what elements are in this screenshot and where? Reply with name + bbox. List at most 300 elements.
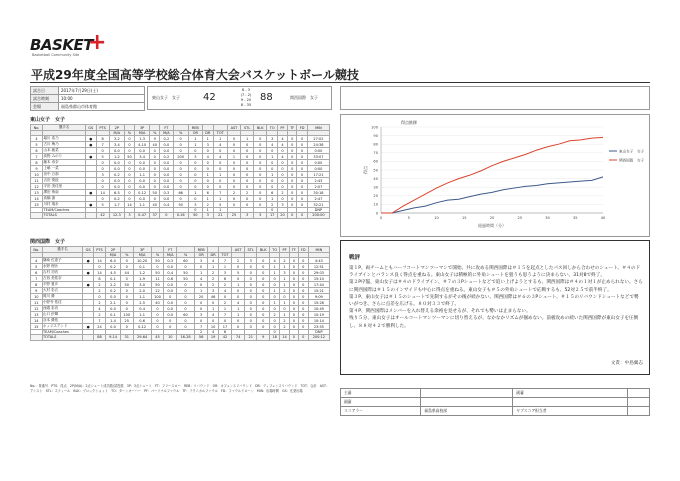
stat-cell: ● — [85, 154, 96, 160]
stat-cell: 3 — [241, 213, 254, 218]
player-name: TEAM/Coaches — [43, 208, 86, 213]
stat-cell: 0-4 — [133, 306, 151, 312]
stat-cell: 24 — [93, 324, 106, 330]
stat-cell: 10 — [208, 324, 219, 330]
stat-cell: 12-3 — [109, 213, 124, 218]
stat-cell: 0 — [245, 306, 257, 312]
stat-cell: 0 — [270, 330, 280, 335]
stat-cell: 11 — [31, 300, 43, 306]
stat-cell: 0 — [120, 324, 133, 330]
stat-cell: 20 — [195, 294, 208, 300]
stat-cell: 9-14 — [106, 335, 121, 340]
stat-cell: 8 — [31, 282, 43, 288]
stat-cell: 0 — [150, 166, 160, 172]
stat-cell: 1-1 — [134, 202, 149, 208]
stats-header-cell: 2P — [109, 125, 124, 131]
stat-cell: 60 — [177, 258, 195, 264]
commentary-paragraph: 第２P序盤、東山女子は＃４のドライブイン、＃７の３Pシュートなどで追い上げようとするも、関西国際は＃４の１対１が止められない。さらに関西国際は＃１５のインサイドも中心に得点を重ねる。東山女子も＃５の外角シュートで応戦するも、52対２５で前半終了。 — [349, 280, 643, 293]
stats-header-cell: PF — [280, 247, 290, 253]
referee-box — [340, 86, 650, 110]
stat-cell: 0 — [202, 160, 213, 166]
stat-cell: 0-0 — [106, 294, 121, 300]
stat-cell: 0-1 — [106, 276, 121, 282]
stat-cell: 4 — [278, 142, 288, 148]
stat-cell: 2-1 — [106, 300, 121, 306]
stat-cell: 0 — [298, 300, 308, 306]
player-name: 平田 美佳里 — [43, 184, 86, 190]
stats-header-cell: REB — [188, 125, 202, 131]
stat-cell: 0 — [227, 166, 241, 172]
stat-cell: 27:02 — [307, 136, 329, 142]
stat-cell: 0 — [241, 154, 254, 160]
stat-cell: 0 — [241, 184, 254, 190]
player-row — [31, 213, 330, 218]
stat-cell: 0 — [257, 318, 270, 324]
stat-cell: 31 — [120, 335, 133, 340]
stat-cell: 2 — [270, 312, 280, 318]
stat-cell: 0 — [173, 142, 188, 148]
stat-cell: 0 — [287, 148, 296, 154]
game-info-table — [30, 86, 145, 111]
stat-cell: 42 — [218, 335, 231, 340]
stat-cell: 0 — [202, 178, 213, 184]
stats-subheader-cell: M/A — [133, 253, 151, 258]
y-tick-label: 70 — [373, 151, 378, 156]
stat-cell: 0 — [213, 148, 227, 154]
x-tick-label: 25 — [517, 216, 523, 220]
stat-cell: 40 — [150, 202, 160, 208]
team-a-label: 東山女子 女子 — [30, 117, 66, 123]
player-name: 谷本 優依 — [42, 318, 83, 324]
stat-cell: 21 — [245, 335, 257, 340]
stats-header-cell: TO — [270, 247, 280, 253]
stat-cell: 0 — [232, 264, 245, 270]
stat-cell: 0-1 — [106, 312, 121, 318]
stat-cell: 2 — [93, 300, 106, 306]
stat-cell: 30:18 — [307, 190, 329, 196]
stat-cell: 0 — [298, 312, 308, 318]
stat-cell: 3-4 — [134, 154, 149, 160]
player-name: 上嶋 一菜 — [43, 166, 86, 172]
stat-cell: 7 — [218, 312, 231, 318]
stat-cell: 46 — [208, 294, 219, 300]
stat-cell: 0 — [298, 282, 308, 288]
stat-cell: 0 — [213, 166, 227, 172]
stats-subheader-cell: % — [151, 253, 164, 258]
team-b-score: 88 — [260, 92, 273, 103]
stat-cell: 9 — [31, 166, 43, 172]
stat-cell: 32:21 — [307, 202, 329, 208]
stat-cell: 14 — [31, 196, 43, 202]
info-row — [31, 95, 145, 103]
stat-cell: 0 — [188, 148, 202, 154]
stat-cell: 1 — [270, 264, 280, 270]
stat-cell: 1 — [232, 282, 245, 288]
stat-cell: 50 — [177, 276, 195, 282]
stat-cell: 0 — [257, 312, 270, 318]
player-name: TOTALS — [43, 213, 86, 218]
stat-cell: 3-4 — [109, 142, 124, 148]
stat-cell: 4 — [213, 142, 227, 148]
stat-cell: 14 — [93, 258, 106, 264]
stat-cell: 50 — [151, 282, 164, 288]
player-name: 田中 万那 — [43, 172, 86, 178]
stat-cell: 0 — [177, 294, 195, 300]
stat-cell: 0 — [297, 136, 307, 142]
stat-cell: 1 — [280, 300, 290, 306]
stats-header-cell: BLK — [257, 247, 270, 253]
stat-cell: 0 — [150, 172, 160, 178]
stat-cell: 0 — [278, 172, 288, 178]
stat-cell: 0 — [257, 270, 270, 276]
stat-cell: 2 — [218, 282, 231, 288]
stat-cell: 7 — [195, 324, 208, 330]
stat-cell: 0 — [289, 288, 298, 294]
stat-cell: 0 — [218, 294, 231, 300]
stat-cell: 33:07 — [307, 154, 329, 160]
stat-cell: 100 — [120, 312, 133, 318]
series-line-1 — [381, 137, 603, 213]
stat-cell: 0 — [241, 178, 254, 184]
stat-cell: 0 — [96, 178, 109, 184]
stat-cell: 3 — [202, 142, 213, 148]
stat-cell: 0-2 — [106, 264, 121, 270]
x-tick-label: 35 — [572, 216, 578, 220]
stat-cell: 0 — [270, 324, 280, 330]
stat-cell: 0-16 — [173, 213, 188, 218]
period-scores — [236, 88, 256, 108]
stat-cell: 1 — [195, 270, 208, 276]
stat-cell: 12 — [31, 306, 43, 312]
stat-cell: 0 — [278, 160, 288, 166]
stat-cell: 10:14 — [308, 318, 329, 324]
team-a-name: 東山女子 女子 — [152, 95, 180, 100]
officials-row — [341, 389, 650, 398]
stat-cell: 0 — [254, 202, 267, 208]
stats-header-cell: MIN — [307, 125, 329, 131]
chart-svg — [341, 115, 651, 238]
info-key: 試合日 — [31, 87, 59, 95]
stat-cell: 0 — [164, 324, 177, 330]
player-name: 西端 彩音 — [42, 306, 83, 312]
stat-cell: 0 — [164, 318, 177, 324]
player-name: TOTALS — [42, 335, 83, 340]
stat-cell: 0 — [287, 172, 296, 178]
stat-cell: 5 — [31, 142, 43, 148]
stat-cell: 1-1 — [133, 294, 151, 300]
stat-cell: 4 — [232, 300, 245, 306]
site-logo[interactable] — [30, 30, 110, 60]
player-name: 古川 梅乃 — [43, 142, 86, 148]
stat-cell: 0 — [96, 196, 109, 202]
stat-cell: 0 — [241, 148, 254, 154]
stat-cell: 0 — [267, 208, 278, 213]
stat-cell: 0-2 — [106, 288, 121, 294]
player-name: 藤本 寿奈 — [43, 160, 86, 166]
stat-cell: ● — [83, 258, 93, 264]
period-score: 9 - 20 — [240, 98, 252, 102]
stat-cell: 6-5 — [109, 190, 124, 196]
stat-cell: 0 — [120, 276, 133, 282]
stat-cell: 0 — [287, 160, 296, 166]
period-score: 8 - 35 — [240, 103, 252, 107]
stat-cell: 2 — [202, 202, 213, 208]
stat-cell: 4 — [31, 136, 43, 142]
stat-cell: 0 — [254, 148, 267, 154]
stats-subheader-cell: OR — [188, 131, 202, 136]
stat-cell: 0-0 — [160, 178, 173, 184]
stat-cell: 3-0 — [133, 282, 151, 288]
legend-entry: 東山女子 女子 — [619, 149, 645, 154]
stat-cell: 2-2 — [106, 282, 121, 288]
stat-cell: 0 — [241, 196, 254, 202]
score-box — [147, 86, 332, 110]
stat-cell: 0-6 — [164, 276, 177, 282]
stat-cell: 0-0 — [106, 324, 121, 330]
player-name: 篠崎 佐恵子 — [42, 258, 83, 264]
stat-cell: 0 — [257, 294, 270, 300]
stat-cell: 0 — [270, 282, 280, 288]
stat-cell: 40 — [151, 300, 164, 306]
player-name: 山本 綾菜 — [43, 148, 86, 154]
officials-cell — [628, 398, 650, 407]
stat-cell: 0-0 — [109, 160, 124, 166]
stat-cell: 0 — [278, 166, 288, 172]
stat-cell: 10-20 — [133, 258, 151, 264]
stat-cell: 0 — [195, 318, 208, 324]
stat-cell: 14 — [31, 318, 43, 324]
stat-cell: 4:43 — [308, 258, 329, 264]
stat-cell: 2 — [227, 190, 241, 196]
stat-cell: 2 — [208, 276, 219, 282]
stat-cell: 0 — [195, 282, 208, 288]
stat-cell: 0-0 — [160, 196, 173, 202]
stat-cell: 0 — [297, 184, 307, 190]
info-row — [31, 103, 145, 111]
stat-cell: 24:38 — [307, 142, 329, 148]
stat-cell: 0 — [257, 288, 270, 294]
stat-cell: 1 — [202, 196, 213, 202]
stats-header-cell: No. — [31, 125, 43, 131]
stat-cell: 0 — [124, 172, 134, 178]
stat-cell: 3 — [245, 258, 257, 264]
stat-cell: 0 — [124, 142, 134, 148]
stat-cell: 2-5 — [133, 300, 151, 306]
stat-cell: 200:00 — [307, 213, 329, 218]
officials-cell: スコアラー — [341, 407, 421, 416]
officials-cell — [513, 398, 628, 407]
stat-cell: 0 — [297, 172, 307, 178]
stat-cell: 0 — [278, 148, 288, 154]
stat-cell: 88 — [93, 335, 106, 340]
stat-cell: 15:28 — [308, 300, 329, 306]
stat-cell: 2 — [208, 270, 219, 276]
stat-cell: 1 — [218, 306, 231, 312]
stat-cell: 0 — [297, 213, 307, 218]
stats-subheader-cell: DR — [208, 253, 219, 258]
stat-cell: 0-0 — [164, 312, 177, 318]
stat-cell: 0 — [124, 148, 134, 154]
stat-cell: 4 — [208, 312, 219, 318]
info-value: 福島県郡山市体育館 — [59, 103, 145, 111]
stat-cell: 1-3 — [134, 136, 149, 142]
stat-cell: 50 — [151, 270, 164, 276]
stat-cell: 0 — [267, 178, 278, 184]
stat-cell: 2:47 — [307, 196, 329, 202]
stat-cell: 1 — [267, 172, 278, 178]
stat-cell: 0 — [297, 202, 307, 208]
stat-cell: 1 — [280, 276, 290, 282]
officials-cell: 副審 — [513, 389, 628, 398]
stat-cell: 0 — [298, 288, 308, 294]
player-name: 高野 みのり — [43, 154, 86, 160]
stat-cell: 8 — [96, 136, 109, 142]
period-score: 8 - 3 — [242, 88, 250, 92]
stat-cell: 0 — [254, 190, 267, 196]
stat-cell: 0 — [124, 160, 134, 166]
stat-cell: 2:07 — [307, 184, 329, 190]
stat-cell: 2 — [280, 288, 290, 294]
stat-cell: 0 — [267, 184, 278, 190]
stat-cell: 0 — [245, 294, 257, 300]
player-name: 大村 彩衣 — [42, 288, 83, 294]
stat-cell: 2 — [93, 312, 106, 318]
info-row — [31, 87, 145, 95]
stat-cell: 0 — [232, 294, 245, 300]
stat-cell: 7 — [93, 318, 106, 324]
y-tick-label: 30 — [373, 185, 378, 190]
stat-cell: 2 — [93, 282, 106, 288]
abbreviation-legend: No.：背番号 PTS：得点 2P(M/A)：2点シュート成功数/試投数 3P：3点シュート FT：フリースロー REB：リバウンド OR：オフェンスリバウンド DR：ディフェンスリバウンド TOT：合計 AST：アシスト STL：スティール BLK：ブロックショット TO：ターンオーバー PF：パーソナルファウル TF：テクニカルファウル FD：ファウルドローン MIN：出場時間 GS：先発出場 — [30, 384, 330, 393]
logo-text: BASKET — [30, 36, 93, 54]
stat-cell: 0-12 — [134, 190, 149, 196]
stats-subheader-cell: % — [150, 131, 160, 136]
stat-cell: 0 — [188, 196, 202, 202]
stat-cell: 1 — [270, 300, 280, 306]
stat-cell: 44 — [120, 270, 133, 276]
stat-cell: 2 — [218, 300, 231, 306]
stats-header-cell: MIN — [308, 247, 329, 253]
stats-header-cell: 選手名 — [43, 125, 86, 131]
officials-cell: 主審 — [341, 389, 421, 398]
stat-cell: 4 — [213, 154, 227, 160]
stat-cell: 13 — [31, 312, 43, 318]
stat-cell: 0 — [297, 160, 307, 166]
stat-cell: 0 — [270, 306, 280, 312]
stat-cell: 6 — [267, 190, 278, 196]
stat-cell: 6-0 — [106, 258, 121, 264]
stat-cell: 2 — [278, 190, 288, 196]
stat-cell: 6 — [218, 330, 231, 335]
stat-cell: 42 — [96, 213, 109, 218]
stat-cell: 2-0 — [133, 288, 151, 294]
stat-cell: 0 — [280, 306, 290, 312]
stat-cell: 14 — [96, 190, 109, 196]
stat-cell — [31, 335, 43, 340]
stat-cell: 7 — [218, 258, 231, 264]
officials-table — [340, 388, 650, 416]
stat-cell: ● — [85, 190, 96, 196]
stat-cell: 45 — [151, 335, 164, 340]
stat-cell: 0:00 — [307, 160, 329, 166]
stat-cell: 1 — [208, 306, 219, 312]
y-tick-label: 60 — [373, 159, 378, 164]
stat-cell: 2 — [241, 190, 254, 196]
officials-cell — [628, 389, 650, 398]
stat-cell: 0 — [289, 306, 298, 312]
stat-cell: 2 — [280, 324, 290, 330]
stat-cell: 3 — [195, 312, 208, 318]
stat-cell: 0 — [227, 148, 241, 154]
stat-cell: 9:09 — [308, 294, 329, 300]
stat-cell: 12:51 — [308, 264, 329, 270]
stat-cell: 0 — [96, 184, 109, 190]
team-b-stats-table — [30, 246, 330, 341]
player-name: 澤田 侑南 — [43, 190, 86, 196]
stat-cell: 1 — [227, 154, 241, 160]
stats-subheader-cell: M/A — [134, 131, 149, 136]
stat-cell: ● — [85, 202, 96, 208]
stat-cell: 0 — [227, 184, 241, 190]
stat-cell: 0 — [188, 184, 202, 190]
stats-header-cell: BLK — [254, 125, 267, 131]
stat-cell: 2 — [280, 258, 290, 264]
commentary-heading: 戦評 — [349, 255, 361, 261]
stat-cell: 1 — [213, 196, 227, 202]
stat-cell: 0 — [150, 154, 160, 160]
stat-cell: 1 — [241, 136, 254, 142]
stat-cell: 0 — [227, 160, 241, 166]
stat-cell: 3 — [278, 202, 288, 208]
stat-cell: 25 — [120, 318, 133, 324]
commentary-paragraph: 第１P、両チームともハーフコートマンツーマンで開始。共に攻める関西国際は＃１５を起点としたパス回しから合わせのシュート、＃４のドライブインとバランス良く得点を重ねる。東山女子は積極的に外角シュートを狙うも思うように決まらない。31対8で終了。 — [349, 266, 641, 279]
stats-header-cell: REB — [195, 247, 208, 253]
stat-cell: 0 — [173, 184, 188, 190]
player-name: 川村 瑞步 — [43, 202, 86, 208]
stat-cell: 1 — [270, 288, 280, 294]
game-commentary — [340, 240, 650, 375]
stat-cell: 0 — [188, 178, 202, 184]
player-name: TEAM/Coaches — [42, 330, 83, 335]
stat-cell: 0 — [227, 196, 241, 202]
stat-cell: 0 — [245, 318, 257, 324]
stat-cell: 1 — [202, 136, 213, 142]
stat-cell: 9 — [31, 288, 43, 294]
stat-cell: 0 — [93, 294, 106, 300]
stat-cell: 0 — [120, 300, 133, 306]
stat-cell — [85, 213, 96, 218]
player-name: 高橋 凛 — [43, 196, 86, 202]
stat-cell: 7 — [31, 276, 43, 282]
stat-cell: 9 — [150, 136, 160, 142]
stat-cell: 0 — [257, 264, 270, 270]
stat-cell: 0 — [245, 270, 257, 276]
stat-cell: 1 — [280, 312, 290, 318]
stat-cell: 3 — [254, 213, 267, 218]
stat-cell: 7 — [96, 142, 109, 148]
stat-cell: 0 — [267, 160, 278, 166]
stat-cell: 0-0 — [160, 172, 173, 178]
x-tick-label: 30 — [545, 216, 550, 220]
stat-cell: 1 — [202, 208, 213, 213]
stat-cell: 0 — [177, 318, 195, 324]
stat-cell: 0 — [289, 324, 298, 330]
score-progress-chart — [340, 114, 650, 237]
stat-cell: 50 — [177, 270, 195, 276]
x-tick-label: 15 — [461, 216, 467, 220]
stats-header-cell: TF — [289, 247, 298, 253]
stat-cell: 5 — [31, 264, 43, 270]
